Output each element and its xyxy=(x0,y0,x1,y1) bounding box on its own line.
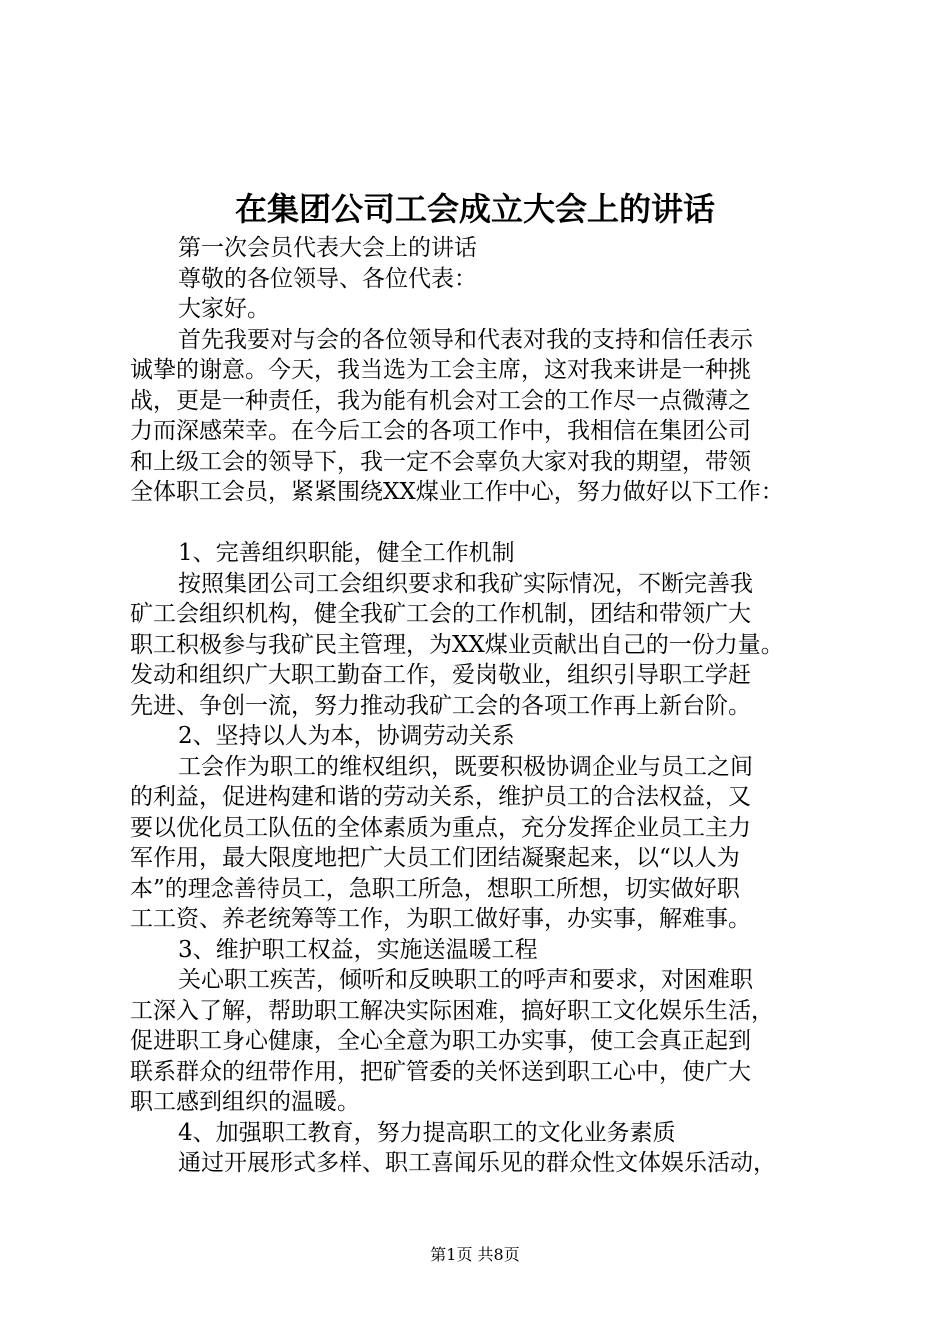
text-line: 战，更是一种责任，我为能有机会对工会的工作尽一点微薄之 xyxy=(130,387,751,414)
text-line: 通过开展形式多样、职工喜闻乐见的群众性文体娱乐活动， xyxy=(178,1150,776,1176)
text-line: 要以优化员工队伍的全体素质为重点，充分发挥企业员工主力 xyxy=(130,814,751,841)
text-line: 和上级工会的领导下，我一定不会辜负大家对我的期望，带领 xyxy=(130,448,751,475)
text-line: 本”的理念善待员工，急职工所急，想职工所想，切实做好职 xyxy=(130,875,740,902)
text-line: 工深入了解，帮助职工解决实际困难，搞好职工文化娱乐生活， xyxy=(130,997,774,1024)
text-line: 关心职工疾苦，倾听和反映职工的呼声和要求，对困难职 xyxy=(178,967,753,993)
text-line: 的利益，促进构建和谐的劳动关系，维护员工的合法权益，又 xyxy=(130,784,751,810)
text-line: 3、维护职工权益，实施送温暖工程 xyxy=(178,936,538,963)
text-line: 按照集团公司工会组织要求和我矿实际情况，不断完善我 xyxy=(178,570,753,597)
text-line: 发动和组织广大职工勤奋工作，爱岗敬业，组织引导职工学赶 xyxy=(130,662,751,688)
text-line: 职工感到组织的温暖。 xyxy=(130,1089,360,1115)
text-line: 1、完善组织职能，健全工作机制 xyxy=(178,540,515,566)
blank-line xyxy=(130,508,830,539)
document-body xyxy=(130,233,830,1179)
text-line: 职工积极参与我矿民主管理，为XX煤业贡献出自己的一份力量。 xyxy=(130,631,784,658)
text-line: 2、坚持以人为本，协调劳动关系 xyxy=(178,723,515,749)
text-line: 大家好。 xyxy=(178,296,270,322)
text-line: 力而深感荣幸。在今后工会的各项工作中，我相信在集团公司 xyxy=(130,418,751,444)
text-line: 军作用，最大限度地把广大员工们团结凝聚起来，以“以人为 xyxy=(130,845,740,871)
text-line: 全体职工会员，紧紧围绕XX煤业工作中心，努力做好以下工作： xyxy=(130,479,784,505)
text-line: 尊敬的各位领导、各位代表： xyxy=(178,265,477,292)
text-line: 联系群众的纽带作用，把矿管委的关怀送到职工心中，使广大 xyxy=(130,1058,751,1085)
document-title: 在集团公司工会成立大会上的讲话 xyxy=(234,190,715,228)
text-line: 工工资、养老统筹等工作，为职工做好事，办实事，解难事。 xyxy=(130,906,751,932)
text-line: 工会作为职工的维权组织，既要积极协调企业与员工之间 xyxy=(178,753,753,780)
text-line: 矿工会组织机构，健全我矿工会的工作机制，团结和带领广大 xyxy=(130,601,751,627)
text-line: 4、加强职工教育，努力提高职工的文化业务素质 xyxy=(178,1119,676,1146)
text-line: 第一次会员代表大会上的讲话 xyxy=(178,235,477,261)
text-line: 促进职工身心健康，全心全意为职工办实事，使工会真正起到 xyxy=(130,1028,751,1054)
text-line: 诚挚的谢意。今天，我当选为工会主席，这对我来讲是一种挑 xyxy=(130,357,751,383)
text-line: 首先我要对与会的各位领导和代表对我的支持和信任表示 xyxy=(178,326,753,353)
text-line: 先进、争创一流，努力推动我矿工会的各项工作再上新台阶。 xyxy=(130,692,751,719)
page-footer: 第1页 共8页 xyxy=(430,1245,520,1264)
